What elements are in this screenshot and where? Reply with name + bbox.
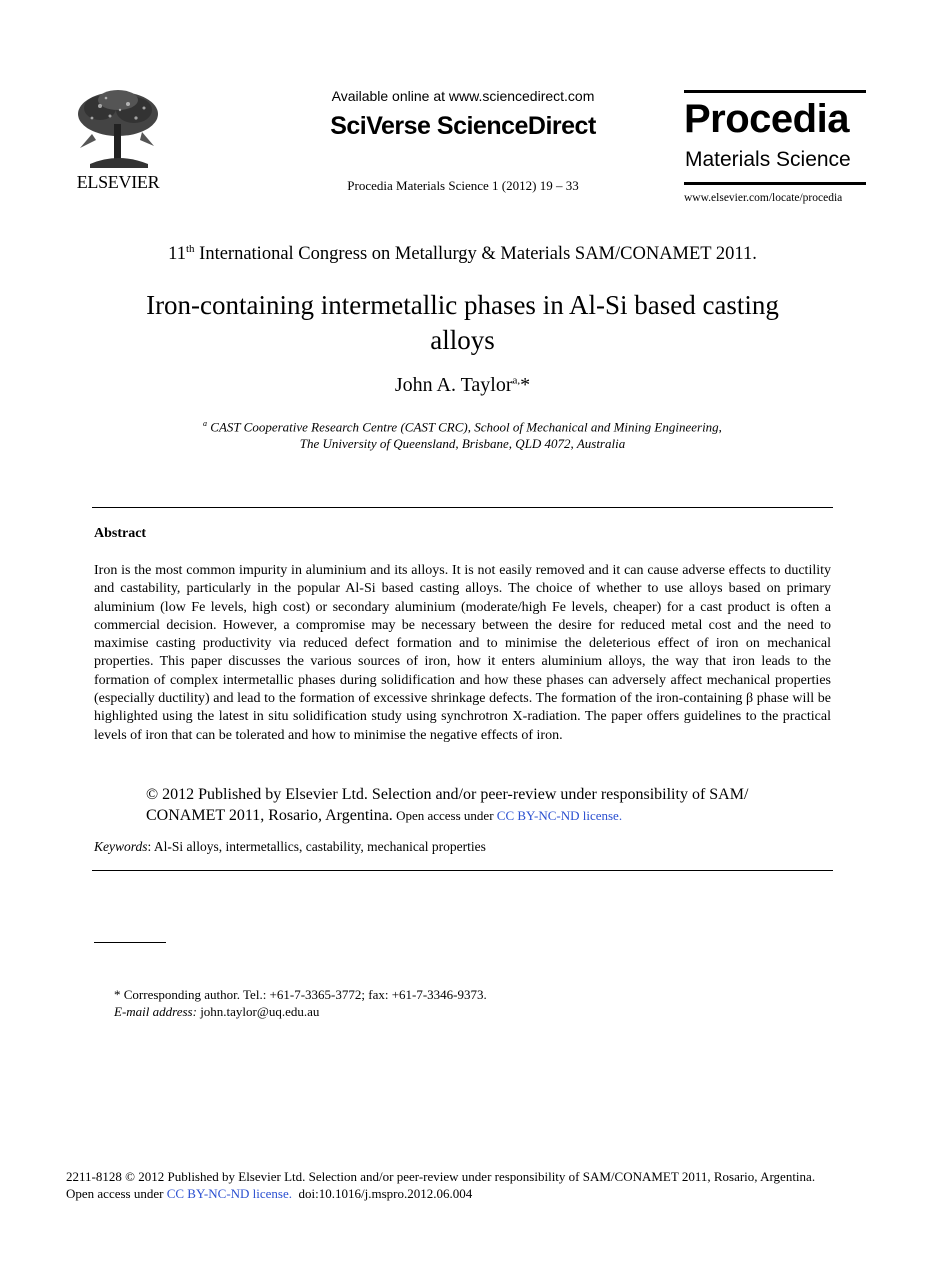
footer-license-link[interactable]: CC BY-NC-ND license. xyxy=(166,1186,293,1201)
procedia-title: Procedia xyxy=(684,97,849,141)
page-footer xyxy=(66,1168,866,1202)
footnote-separator xyxy=(94,942,166,943)
abstract-bottom-rule xyxy=(92,870,833,871)
sciverse-sciencedirect-logo[interactable]: SciVerse ScienceDirect xyxy=(330,112,596,140)
corresponding-star: * xyxy=(520,374,531,396)
elsevier-wordmark: ELSEVIER xyxy=(76,172,160,192)
affiliation xyxy=(60,415,865,452)
procedia-top-rule xyxy=(684,90,866,93)
license-link[interactable]: CC BY-NC-ND license. xyxy=(496,808,623,823)
procedia-brand[interactable] xyxy=(684,90,867,210)
footnote xyxy=(114,986,487,1020)
conference-name: International Congress on Metallurgy & Materials SAM/CONAMET 2011. xyxy=(194,244,757,265)
affiliation-mark: a xyxy=(203,419,208,428)
footer-open-access: Open access under xyxy=(66,1186,167,1201)
procedia-subtitle: Materials Science xyxy=(685,148,851,171)
title-line-1: Iron-containing intermetallic phases in Al-Si based casting xyxy=(146,290,779,320)
procedia-bottom-rule xyxy=(684,182,866,185)
journal-url[interactable]: www.elsevier.com/locate/procedia xyxy=(684,192,843,204)
copyright-notice xyxy=(146,784,826,826)
abstract-heading: Abstract xyxy=(94,526,147,541)
author-name: John A. Taylor xyxy=(394,374,513,396)
footer-doi[interactable]: doi:10.1016/j.mspro.2012.06.004 xyxy=(292,1186,473,1201)
keywords-list: : Al-Si alloys, intermetallics, castability, mechanical properties xyxy=(147,839,486,854)
conference-number: 11 xyxy=(168,244,186,265)
conference-ordinal: th xyxy=(185,243,195,255)
conference-line xyxy=(60,243,865,265)
keywords xyxy=(94,839,486,855)
journal-citation: Procedia Materials Science 1 (2012) 19 – 33 xyxy=(347,178,579,193)
elsevier-tree-icon xyxy=(70,88,166,170)
available-online-text: Available online at www.sciencedirect.com xyxy=(331,88,595,104)
paper-title xyxy=(60,288,865,358)
keywords-label: Keywords xyxy=(94,839,148,854)
email-address[interactable]: john.taylor@uq.edu.au xyxy=(196,1004,320,1019)
abstract-body: Iron is the most common impurity in aluminium and its alloys. It is not easily removed and it can cause adverse effects to ductility and castability, particularly in the popular Al-Si based casting alloys. The choice of whether to use alloys based on primary aluminium (low Fe levels, high cost) or secondary aluminium (moderate/high Fe levels, cheaper) for a cast product is often a commercial decision. However, a compromise may be necessary between the desire for reduced metal cost and the need to maximise casting productivity via reduced defect formation and to minimise the deleterious effect of iron on mechanical properties. This paper discusses the various sources of iron, how it enters aluminium alloys, the way that iron leads to the formation of complex intermetallic phases during solidification and how these phases can adversely affect mechanical properties (especially ductility) and lead to the formation of excessive shrinkage defects. The formation of the iron-containing β phase will be highlighted using the latest in situ solidification study using synchrotron X-radiation. The paper offers guidelines to the practical levels of iron that can be tolerated and how to minimise the negative effects of iron. xyxy=(94,563,831,743)
copyright-line-1: © 2012 Published by Elsevier Ltd. Selection and/or peer-review under responsibility of SAM/ xyxy=(146,786,749,803)
title-line-2: alloys xyxy=(430,325,495,355)
abstract-top-rule xyxy=(92,507,833,508)
footer-copyright: 2211-8128 © 2012 Published by Elsevier Ltd. Selection and/or peer-review under responsibility of SAM/CONAMET 2011, Rosario, Argentina. xyxy=(66,1169,816,1184)
email-label: E-mail address: xyxy=(114,1004,197,1019)
elsevier-logo[interactable] xyxy=(70,88,166,192)
corresponding-author-note: * Corresponding author. Tel.: +61-7-3365-3772; fax: +61-7-3346-9373. xyxy=(114,987,487,1002)
author-affiliation-mark: a, xyxy=(512,374,521,387)
affiliation-line-2: The University of Queensland, Brisbane, QLD 4072, Australia xyxy=(299,436,626,452)
copyright-line-2: CONAMET 2011, Rosario, Argentina. xyxy=(146,807,393,824)
affiliation-line-1: CAST Cooperative Research Centre (CAST CRC), School of Mechanical and Mining Engineering, xyxy=(207,419,722,435)
open-access-text: Open access under xyxy=(392,808,497,823)
author-line xyxy=(60,374,865,397)
